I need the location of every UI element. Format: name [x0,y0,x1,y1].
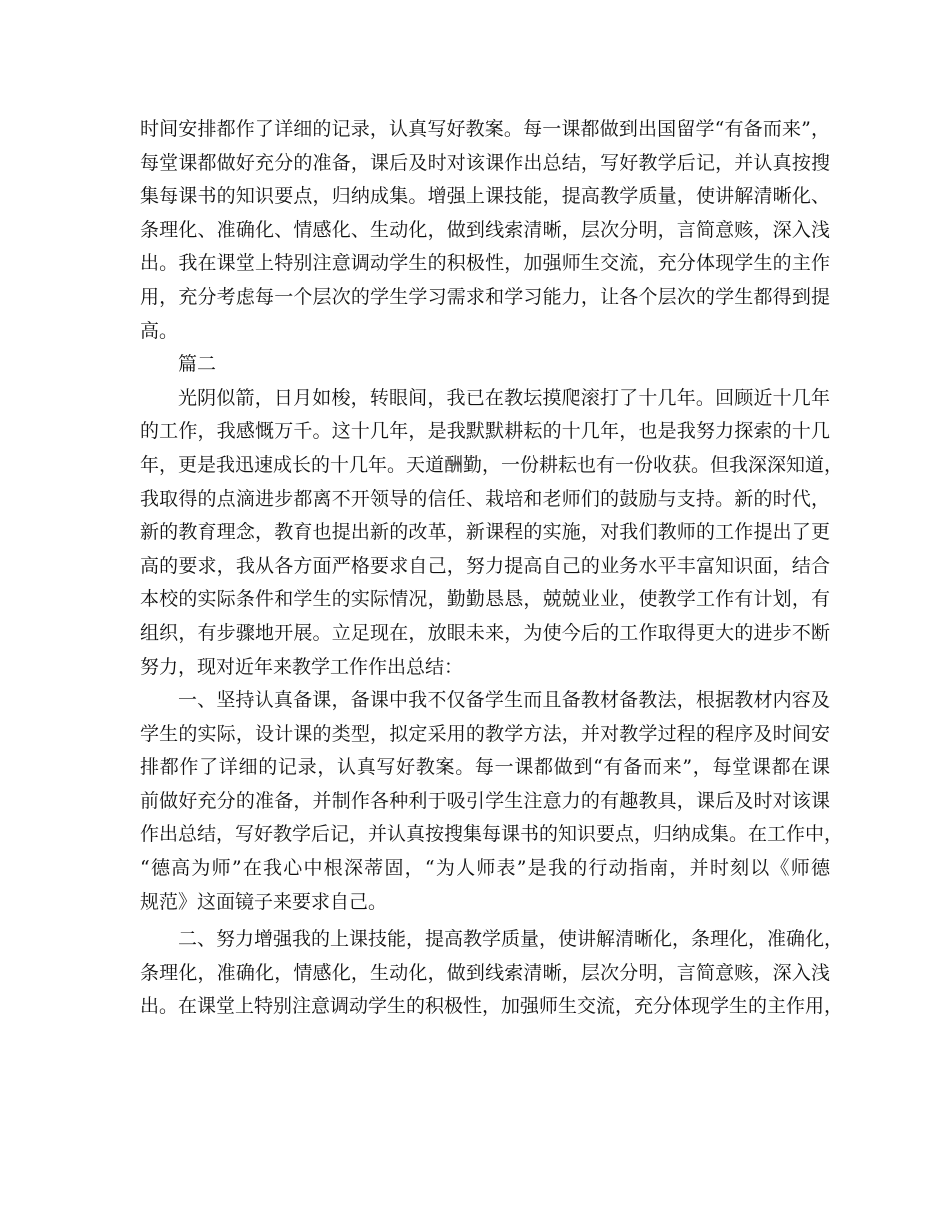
text-line: 前做好充分的准备，并制作各种利于吸引学生注意力的有趣教具，课后及时对该课 [140,789,830,812]
paragraph-3 [140,684,844,919]
text-line: 的工作，我感慨万千。这十几年，是我默默耕耘的十几年，也是我努力探索的十几 [140,420,830,443]
text-line: 年，更是我迅速成长的十几年。天道酬勤，一份耕耘也有一份收获。但我深深知道， [140,453,844,476]
text-line: 高的要求，我从各方面严格要求自己，努力提高自己的业务水平丰富知识面，结合 [140,554,830,577]
text-line: 每堂课都做好充分的准备，课后及时对该课作出总结，写好教学后记，并认真按搜 [140,151,830,174]
text-line: 条理化、准确化、情感化、生动化，做到线索清晰，层次分明，言简意赅，深入浅 [140,218,830,241]
text-line: 出。我在课堂上特别注意调动学生的积极性，加强师生交流，充分体现学生的主作 [140,252,830,275]
text-line: 努力，现对近年来教学工作作出总结： [140,655,464,678]
paragraph-1 [140,113,830,348]
text-line: 高。 [140,319,179,342]
text-line: 组织，有步骤地开展。立足现在，放眼未来，为使今后的工作取得更大的进步不断 [140,621,830,644]
text-line: 规范》这面镜子来要求自己。 [140,890,388,913]
text-line: 时间安排都作了详细的记录，认真写好教案。每一课都做到出国留学“有备而来”， [140,118,830,140]
document-body [140,113,844,1024]
text-line: 集每课书的知识要点，归纳成集。增强上课技能，提高教学质量，使讲解清晰化、 [140,185,830,208]
text-line: 新的教育理念，教育也提出新的改革，新课程的实施，对我们教师的工作提出了更 [140,521,830,544]
text-line: 出。在课堂上特别注意调动学生的积极性，加强师生交流，充分体现学生的主作用， [140,995,844,1018]
text-line: 光阴似箭，日月如梭，转眼间，我已在教坛摸爬滚打了十几年。回顾近十几年 [178,386,830,409]
text-line: 一、坚持认真备课，备课中我不仅备学生而且备教材备教法，根据教材内容及 [178,689,830,712]
text-line: 用，充分考虑每一个层次的学生学习需求和学习能力，让各个层次的学生都得到提 [140,285,830,308]
section-heading: 篇二 [178,353,217,376]
text-line: 二、努力增强我的上课技能，提高教学质量，使讲解清晰化，条理化，准确化， [178,928,844,951]
paragraph-4 [140,923,844,1024]
text-line: 条理化，准确化，情感化，生动化，做到线索清晰，层次分明，言简意赅，深入浅 [140,961,830,984]
text-line: 我取得的点滴进步都离不开领导的信任、栽培和老师们的鼓励与支持。新的时代， [140,487,830,510]
text-line: 排都作了详细的记录，认真写好教案。每一课都做到“有备而来”，每堂课都在课 [140,756,830,779]
text-line: “德高为师”在我心中根深蒂固，“为人师表”是我的行动指南，并时刻以《师德 [140,857,830,880]
text-line: 作出总结，写好教学后记，并认真按搜集每课书的知识要点，归纳成集。在工作中， [140,823,844,846]
text-line: 本校的实际条件和学生的实际情况，勤勤恳恳，兢兢业业，使教学工作有计划，有 [140,588,830,611]
paragraph-2 [140,382,844,684]
text-line: 学生的实际，设计课的类型，拟定采用的教学方法，并对教学过程的程序及时间安 [140,722,830,745]
